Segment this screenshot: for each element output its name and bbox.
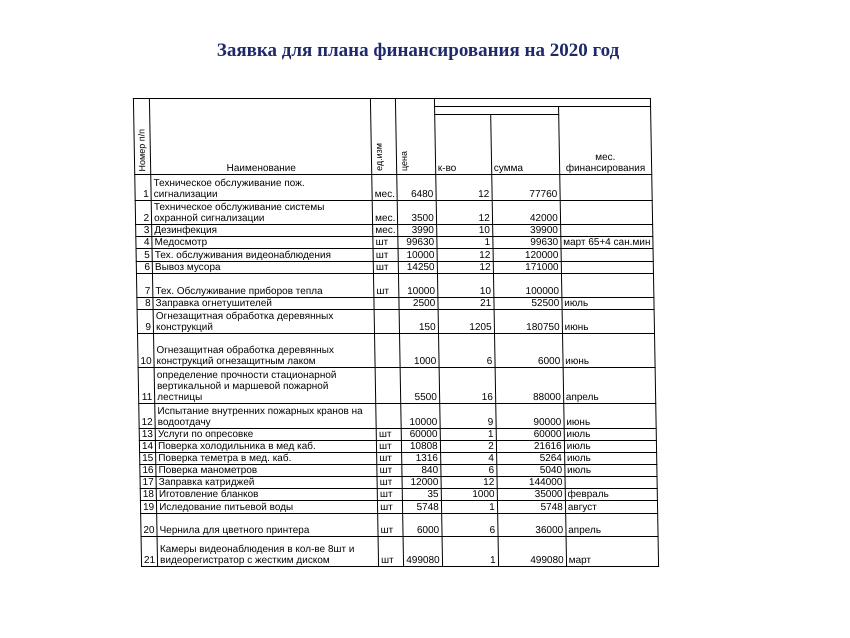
header-qty: к-во [434, 115, 491, 175]
row-month-cell: июнь [562, 334, 655, 368]
row-month-cell: июнь [563, 404, 656, 429]
row-price-cell: 150 [399, 310, 438, 334]
row-qty-cell: 4 [440, 453, 496, 465]
row-number-cell: 9 [137, 310, 154, 334]
table-row [140, 501, 657, 514]
row-name-cell: Тех. Обслуживание приборов тепла [153, 274, 374, 298]
header-sum: сумма [490, 115, 559, 175]
row-qty-cell: 16 [439, 368, 496, 404]
row-sum-cell: 180750 [494, 310, 562, 334]
row-name-cell: Тех. обслуживания видеонаблюдения [152, 249, 373, 262]
row-qty-cell: 1205 [438, 310, 494, 334]
row-name-cell: определение прочности стационарной вертикальной и маршевой пожарной лестницы [154, 368, 376, 404]
row-qty-cell: 12 [435, 175, 491, 201]
row-name-cell: Огнезащитная обработка деревянных конструкций огнезащитным лаком [154, 334, 376, 368]
header-unit: ед.изм [371, 99, 398, 175]
row-unit-cell: мес. [373, 225, 398, 237]
row-month-cell: июль [564, 429, 657, 441]
row-month-cell: август [565, 501, 658, 514]
row-qty-cell: 12 [436, 201, 492, 225]
table-row [140, 489, 657, 501]
table-row [135, 175, 652, 201]
row-price-cell: 2500 [399, 298, 438, 310]
row-number-cell: 15 [140, 453, 156, 465]
row-qty-cell: 1 [442, 537, 499, 567]
row-sum-cell: 90000 [495, 404, 563, 429]
row-number-cell: 13 [139, 429, 155, 441]
row-qty-cell: 9 [439, 404, 495, 429]
row-unit-cell: шт [378, 501, 403, 514]
row-sum-cell: 5748 [497, 501, 565, 514]
row-qty-cell: 21 [438, 298, 494, 310]
row-unit-cell: шт [378, 514, 404, 537]
row-month-cell [559, 175, 652, 201]
row-sum-cell: 21616 [496, 441, 564, 453]
row-unit-cell: шт [373, 262, 398, 274]
row-name-cell: Заправка катриджей [156, 477, 377, 489]
row-qty-cell: 10 [437, 274, 493, 298]
row-price-cell: 3500 [398, 201, 437, 225]
row-sum-cell: 6000 [494, 334, 563, 368]
row-unit-cell: шт [373, 237, 398, 249]
row-price-cell: 10000 [399, 274, 438, 298]
header-group-blank [434, 99, 650, 107]
row-unit-cell: шт [377, 477, 402, 489]
row-number-cell: 3 [136, 225, 152, 237]
row-sum-cell: 499080 [498, 537, 567, 567]
row-month-cell [560, 225, 653, 237]
row-unit-cell [376, 404, 402, 429]
row-number-cell: 12 [139, 404, 156, 429]
row-sum-cell: 42000 [492, 201, 560, 225]
row-month-cell: апрель [565, 514, 658, 537]
row-unit-cell: шт [377, 453, 402, 465]
row-number-cell: 10 [138, 334, 155, 368]
row-unit-cell: шт [373, 249, 398, 262]
row-sum-cell: 100000 [493, 274, 561, 298]
row-qty-cell: 1 [437, 237, 493, 249]
row-number-cell: 5 [136, 249, 152, 262]
row-name-cell: Поверка манометров [156, 465, 377, 477]
table-row [136, 274, 653, 298]
row-price-cell: 3990 [398, 225, 437, 237]
row-sum-cell: 88000 [495, 368, 564, 404]
row-qty-cell: 12 [437, 262, 493, 274]
row-qty-cell: 1000 [441, 489, 497, 501]
row-month-cell [561, 274, 654, 298]
row-number-cell: 19 [140, 501, 156, 514]
row-price-cell: 10808 [402, 441, 441, 453]
row-unit-cell [374, 310, 400, 334]
table-row [140, 465, 657, 477]
row-qty-cell: 6 [441, 514, 497, 537]
table-row [140, 477, 657, 489]
row-month-cell: июль [564, 453, 657, 465]
row-qty-cell: 12 [437, 249, 493, 262]
row-number-cell: 8 [137, 298, 153, 310]
row-number-cell: 17 [140, 477, 156, 489]
header-name: Наименование [150, 99, 372, 175]
row-month-cell [560, 201, 653, 225]
row-name-cell: Техническое обслуживание системы охранной сигнализации [151, 201, 372, 225]
financing-table [133, 98, 659, 567]
row-price-cell: 60000 [402, 429, 441, 441]
row-month-cell: февраль [565, 489, 658, 501]
row-month-cell [565, 477, 658, 489]
row-number-cell: 11 [138, 368, 155, 404]
row-price-cell: 99630 [398, 237, 437, 249]
row-qty-cell: 12 [441, 477, 497, 489]
header-subgroup-blank [434, 107, 558, 115]
row-sum-cell: 39900 [492, 225, 560, 237]
table-row [137, 310, 654, 334]
row-qty-cell: 2 [440, 441, 496, 453]
row-price-cell: 14250 [399, 262, 438, 274]
row-month-cell: апрель [563, 368, 656, 404]
row-qty-cell: 1 [441, 501, 497, 514]
row-month-cell [561, 262, 654, 274]
row-number-cell: 16 [140, 465, 156, 477]
row-name-cell: Камеры видеонаблюдения в кол-ве 8шт и видеорегистратор с жестким диском [157, 537, 379, 567]
row-number-cell: 21 [141, 537, 158, 567]
row-number-cell: 14 [139, 441, 155, 453]
row-name-cell: Вывоз мусора [152, 262, 373, 274]
row-month-cell: июль [562, 298, 655, 310]
row-price-cell: 6480 [397, 175, 436, 201]
row-unit-cell: шт [374, 274, 400, 298]
table-row [139, 429, 656, 441]
row-unit-cell [374, 298, 399, 310]
row-sum-cell: 52500 [494, 298, 562, 310]
row-price-cell: 10000 [398, 249, 437, 262]
row-price-cell: 1000 [400, 334, 439, 368]
row-sum-cell: 5040 [497, 465, 565, 477]
table-row [139, 441, 656, 453]
row-number-cell: 4 [136, 237, 152, 249]
row-name-cell: Иследование питьевой воды [157, 501, 378, 514]
row-sum-cell: 35000 [497, 489, 565, 501]
row-sum-cell: 60000 [496, 429, 564, 441]
row-price-cell: 35 [403, 489, 442, 501]
table-row [136, 249, 653, 262]
row-unit-cell: мес. [372, 175, 398, 201]
table-row [141, 514, 658, 537]
document-title: Заявка для плана финансирования на 2020 год [216, 40, 620, 61]
row-unit-cell: шт [378, 537, 404, 567]
row-price-cell: 5500 [400, 368, 439, 404]
row-price-cell: 1316 [402, 453, 441, 465]
table-row [139, 404, 656, 429]
row-sum-cell: 171000 [493, 262, 561, 274]
row-price-cell: 840 [402, 465, 441, 477]
row-month-cell: март 65+4 сан.мин [561, 237, 654, 249]
table-row [136, 262, 653, 274]
row-number-cell: 2 [135, 201, 152, 225]
row-name-cell: Испытание внутренних пожарных кранов на водоотдачу [155, 404, 376, 429]
row-name-cell: Услуги по опресовке [155, 429, 376, 441]
row-sum-cell: 5264 [496, 453, 564, 465]
table-row [135, 201, 652, 225]
row-price-cell: 12000 [402, 477, 441, 489]
row-name-cell: Поверка теметра в мед. каб. [156, 453, 377, 465]
row-qty-cell: 6 [441, 465, 497, 477]
row-unit-cell [375, 334, 401, 368]
row-sum-cell: 144000 [497, 477, 565, 489]
row-name-cell: Чернила для цветного принтера [157, 514, 378, 537]
header-num: Номер п/п [133, 99, 150, 175]
table-row [138, 368, 656, 404]
row-number-cell: 1 [135, 175, 152, 201]
row-price-cell: 499080 [403, 537, 442, 567]
row-name-cell: Техническое обслуживание пож. сигнализации [151, 175, 372, 201]
row-price-cell: 10000 [401, 404, 440, 429]
row-number-cell: 6 [136, 262, 152, 274]
row-sum-cell: 99630 [493, 237, 561, 249]
header-top-row [133, 99, 650, 107]
header-price: цена [396, 99, 436, 175]
row-qty-cell: 10 [436, 225, 492, 237]
row-month-cell: июнь [562, 310, 655, 334]
row-name-cell: Заправка огнетушителей [153, 298, 374, 310]
table-row [136, 237, 653, 249]
row-name-cell: Медосмотр [152, 237, 373, 249]
row-qty-cell: 6 [438, 334, 495, 368]
row-unit-cell: шт [377, 465, 402, 477]
row-sum-cell: 36000 [497, 514, 565, 537]
row-unit-cell: шт [376, 429, 401, 441]
table-row [141, 537, 659, 567]
row-sum-cell: 77760 [491, 175, 559, 201]
row-month-cell: июль [565, 465, 658, 477]
row-unit-cell: мес. [372, 201, 398, 225]
row-number-cell: 18 [140, 489, 156, 501]
row-sum-cell: 120000 [493, 249, 561, 262]
row-name-cell: Огнезащитная обработка деревянных конструкций [153, 310, 374, 334]
header-month: мес. финансирования [558, 107, 651, 175]
table-row [136, 225, 653, 237]
row-qty-cell: 1 [440, 429, 496, 441]
table-row [138, 334, 656, 368]
row-month-cell: март [566, 537, 659, 567]
row-month-cell: июль [564, 441, 657, 453]
row-price-cell: 6000 [403, 514, 442, 537]
row-name-cell: Дезинфекция [152, 225, 373, 237]
table-row [137, 298, 654, 310]
row-name-cell: Поверка холодильника в мед каб. [156, 441, 377, 453]
row-price-cell: 5748 [403, 501, 442, 514]
row-month-cell [561, 249, 654, 262]
row-unit-cell: шт [377, 441, 402, 453]
row-number-cell: 7 [136, 274, 153, 298]
row-name-cell: Иготовление бланков [156, 489, 377, 501]
table-row [140, 453, 657, 465]
row-unit-cell: шт [377, 489, 402, 501]
row-unit-cell [375, 368, 401, 404]
row-number-cell: 20 [141, 514, 158, 537]
